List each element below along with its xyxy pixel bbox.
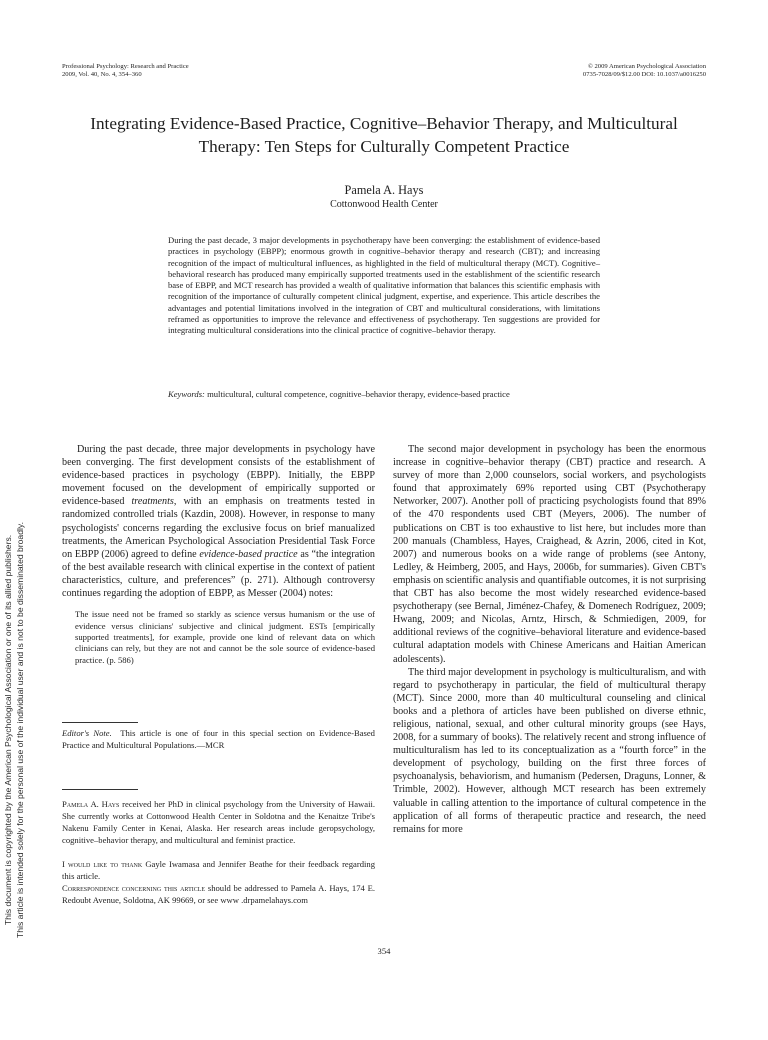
- side-notice-line-2: This article is intended solely for the personal use of the individual user and is not to be disseminated broadly.: [15, 522, 25, 938]
- side-notice-line-1: This document is copyrighted by the American Psychological Association or one of its allied publishers.: [3, 534, 13, 926]
- page-number: 354: [377, 946, 391, 956]
- doi-line: 0735-7028/09/$12.00 DOI: 10.1037/a0016250: [582, 71, 706, 78]
- copyright-line: © 2009 American Psychological Association: [587, 63, 706, 70]
- editor-note-text: This article is one of four in this special section on Evidence-Based Practice and Multicultural Populations.—MCR: [62, 728, 375, 751]
- copyright-block: [583, 63, 706, 79]
- cbt-paragraph: The second major development in psychology has been the enormous increase in cognitive–behavior therapy (CBT) practice and research. A survey of more than 2,000 counselors, social workers, and psychologists found that approximately 69% reported using CBT (Psychotherapy Networker, 2007). Another poll of practicing psychologists found that 89% of the 470 respondents used CBT (Meyers, 2006). The number of publications on CBT is too exhaustive to list here, but includes more than 200 manuals (Chambless, Hayes, Craighead, & Azrin, 2006, cited in Kot, 2007) and numerous books on a wide range of problems (see Antony, Ledley, & Heimberg, 2005, and Hays, 2006b, for summaries). Given CBT's emphasis on scientific analysis and quantifiable outcomes, it is not surprising that CBT has also become the most widely researched evidence-based psychotherapy (see Bernal, Jiménez-Chafey, & Domenech Rodríguez, 2009; Hwang, 2009; and Nicolas, Arntz, Hirsch, & Schmiedigen, 2009, for additional reviews of the cognitive–behavioral literature and evidence-based cultural adaptation models with Chinese Americans and Haitian American adolescents).: [393, 444, 706, 665]
- editor-note-label: Editor's Note.: [62, 728, 112, 738]
- author-affiliation: Cottonwood Health Center: [330, 199, 438, 210]
- correspondence: Correspondence concerning this article should be addressed to Pamela A. Hays, 174 E. Redoubt Avenue, Soldotna, AK 99669, or see www .drpamelahays.com: [62, 883, 375, 905]
- keywords-text: multicultural, cultural competence, cognitive–behavior therapy, evidence-based practice: [207, 389, 510, 399]
- acknowledgment: I would like to thank Gayle Iwamasa and Jennifer Beathe for their feedback regarding this article.: [62, 859, 375, 881]
- journal-volume: 2009, Vol. 40, No. 4, 354–360: [62, 71, 142, 78]
- article-title: Integrating Evidence-Based Practice, Cognitive–Behavior Therapy, and Multicultural Therapy: Ten Steps for Culturally Competent Practice: [90, 114, 678, 156]
- block-quote: The issue need not be framed so starkly as science versus humanism or the use of evidence versus clinicians' subjective and clinical judgment. ESTs [empirically supported treatments], for example, provide one kind of relevant data on which clinicians can rely, but they are not and cannot be the sole source of evidence-based practice. (p. 586): [75, 609, 375, 665]
- journal-name: Professional Psychology: Research and Practice: [62, 63, 189, 70]
- author-bio: Pamela A. Hays received her PhD in clinical psychology from the University of Hawaii. She currently works at Cottonwood Health Center in Soldotna and the Kenaitze Tribe's Nakenu Family Center in Kenai, Alaska. Her research areas include geropsychology, cognitive–behavior therapy, and multicultural and feminist practice.: [62, 799, 375, 845]
- editor-note: [62, 727, 375, 751]
- right-column: [393, 443, 706, 836]
- author-name: Pamela A. Hays: [344, 183, 424, 197]
- footnote-divider-2: [62, 789, 138, 790]
- left-column: [62, 443, 375, 666]
- footnote-divider: [62, 722, 138, 723]
- keywords-label: Keywords:: [168, 389, 205, 399]
- keywords: [168, 389, 600, 400]
- intro-paragraph: During the past decade, three major developments in psychology have been converging. The first development consists of the establishment of evidence-based practices in psychology (EBPP). Initially, the EBPP movement focused on the development of empirically supported or evidence-based treatments, with an emphasis on treatments tested in randomized controlled trials (Kazdin, 2008). However, in response to many psychologists' concerns regarding the exclusive focus on brief manualized treatments, the American Psychological Association Presidential Task Force on EBPP (2006) agreed to define evidence-based practice as “the integration of the best available research with clinical expertise in the context of patient characteristics, culture, and preferences” (p. 271). Although controversy continues regarding the adoption of EBPP, as Messer (2004) notes:: [62, 444, 375, 600]
- mct-paragraph: The third major development in psychology is multiculturalism, and with regard to psychotherapy in particular, the field of multicultural therapy (MCT). Since 2000, more than 40 multicultural counseling and clinical books and a plethora of articles have been published on diverse ethnic, religious, national, sexual, and other cultural minority groups (see Hays, 2008, for a summary of books). The relatively recent and strong influence of multiculturalism has led to its conceptualization as a “fourth force” in the development of psychology, building on the first three forces of psychoanalysis, behaviorism, and humanism (Pedersen, Draguns, Lonner, & Trimble, 2002). However, although MCT research has been extremely valuable in calling attention to the importance of cultural competence in the application of all forms of therapeutic practice and research, the need remains for more: [393, 666, 706, 835]
- journal-citation: [62, 63, 189, 79]
- abstract: During the past decade, 3 major developments in psychotherapy have been converging: the establishment of evidence-based practices in psychology (EBPP); enormous growth in cognitive–behavior therapy and research (CBT); and increasing recognition of the impact of multicultural influences, as highlighted in the field of multicultural therapy (MCT). Cognitive–behavioral research has produced many empirically supported treatments used in the establishment of the scientific research base of EBPP, and MCT research has provided a wealth of qualitative information that balances this scientific emphasis with recognition of the importance of culturally competent clinical judgment, expertise, and experience. This article describes the advantages and potential limitations involved in the integration of CBT and multicultural considerations, with limitations reframed as opportunities to improve the relevance and effectiveness of psychotherapy. Ten suggestions are provided for integrating multicultural considerations into the clinical practice of cognitive–behavior therapy.: [168, 235, 600, 336]
